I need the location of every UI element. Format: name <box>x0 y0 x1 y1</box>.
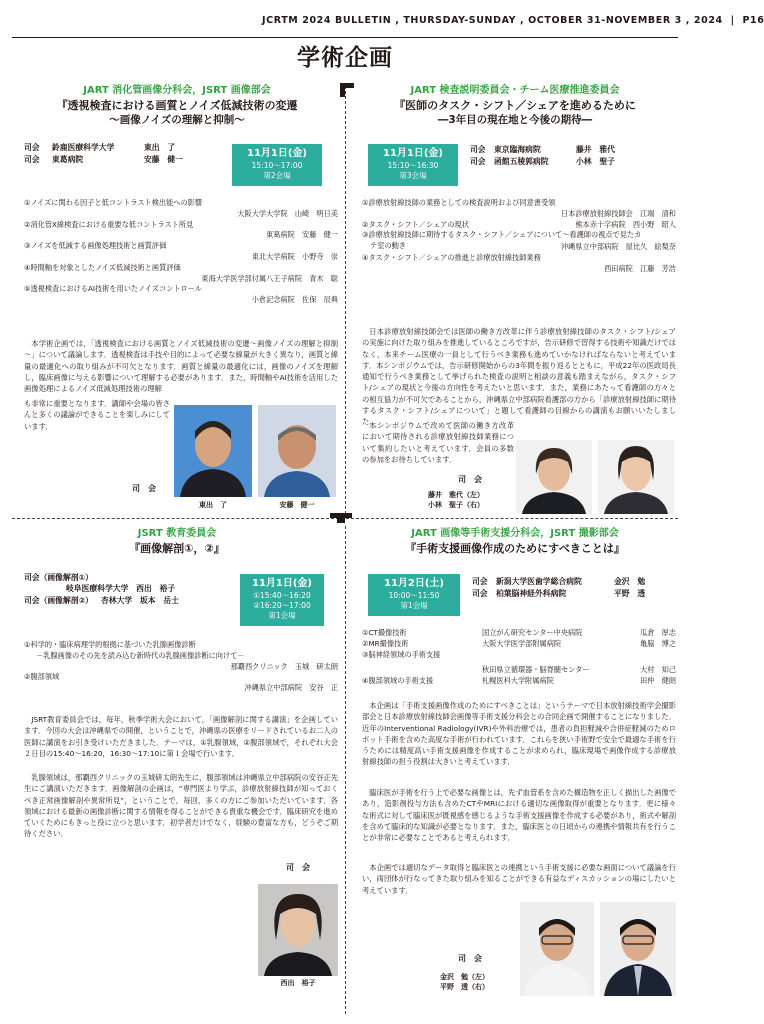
chair-label: 司 会 <box>458 475 482 484</box>
section-description: JSRT教育委員会では，毎年，秋季学術大会において，「画像解剖に関する講演」を企画しています．今回の大会は沖縄県での開催，ということで，沖縄県の医療をリードされているお二人の医師に講演をお引き受けいただきました．テーマは，①乳腺領域，②腹部領域で，それぞれ大会２日目の15:40～16:20，16:30～17:10に第１会場で行います． <box>24 715 338 758</box>
chair-photo-nishide <box>258 884 338 976</box>
section-organizer: JART 検査説明委員会・チーム医療推進委員会 <box>410 85 620 96</box>
page-title: 学術企画 <box>297 45 393 71</box>
chair-label: 司 会 <box>458 954 482 963</box>
chair-label: 司 会 <box>286 863 310 872</box>
header-separator: | <box>730 15 735 26</box>
bulletin-header <box>262 14 764 28</box>
photo-caption: 安藤 健一 <box>279 501 315 509</box>
photo-caption: 小林 聖子（右） <box>428 501 484 509</box>
photo-caption: 東出 了 <box>199 501 227 509</box>
program-list: ①科学的・臨床病理学的根拠に基づいた乳腺画像診断 －乳腺画像のその先を読み込む新時代の乳腺画像診断に向けて－ 那覇西クリニック 玉城 研太朗 ②腹部領域 沖縄県立中部病院 安谷 正 <box>24 640 338 693</box>
photo-caption: 金沢 勉（左） <box>440 973 489 981</box>
photo-caption: 藤井 雅代（左） <box>428 491 484 499</box>
page-number: P16 <box>742 15 764 26</box>
column-divider-top <box>345 86 346 514</box>
section-description-cont: 本企画では適切なデータ取得と臨床医との連携という手術支援に必要な画面について議論を行い，両団体が行なってきた取り組みを知ることができる有益なディスカッションの場にしたいと考えています． <box>362 863 676 895</box>
section-organizer: JSRT 教育委員会 <box>137 528 217 539</box>
section-description-cont: 本シンポジウムで改めて医師の働き方改革において期待される診療放射線技師業務について集約したいと考えています．会員の多数の参加をお待ちしています． <box>362 421 514 464</box>
session-datetime: 11月1日(金) ①15:40～16:20 ②16:20～17:00 第1会場 <box>240 574 324 626</box>
section-subtitle: ～画像ノイズの理解と抑制～ <box>109 114 245 127</box>
column-divider-bottom <box>345 526 346 1014</box>
section-description-cont: 臨床医が手術を行う上で必要な画像とは，先ず血管系を含めた構造物を正しく描出した画像であり，造影剤投与方法も含めたCTやMRIにおける適切な画像取得が重要となります．更に様々な術式に対して臨床医が既視感を感じるような手術支援画像を作成する必要があり，術式や解剖を含めて臨床的な知識が必要となります．また，臨床医との日頃からの連携や情報共有を行うことが非常に必要なことであると考えられます． <box>362 788 676 843</box>
section-title: 『手術支援画像作成のためにすべきことは』 <box>405 541 625 555</box>
section-description-cont: も非常に重要となります．講師や会場の皆さんと多くの議論ができることを楽しみにしています． <box>24 399 170 431</box>
chair-photo-fujii <box>516 440 592 514</box>
section-subtitle: ―3年目の現在地と今後の期待― <box>437 114 593 127</box>
chair-photo-higashide <box>174 405 252 497</box>
section-image-anatomy <box>14 527 340 556</box>
section-noise-reduction <box>14 84 340 129</box>
session-datetime: 11月1日(金) 15:10～17:00 第2会場 <box>232 144 322 186</box>
chair-list: 司会（画像解剖①） 岐阜医療科学大学 西出 裕子 司会（画像解剖②） 杏林大学 坂本 岳士 <box>24 573 179 606</box>
chair-label: 司 会 <box>132 484 156 493</box>
chair-list: 司会 鈴鹿医療科学大学 東出 了 司会 東葛病院 安藤 健一 <box>24 143 183 165</box>
session-datetime: 11月1日(金) 15:10～16:30 第3会場 <box>368 144 458 186</box>
program-list: ①診療放射線技師の業務としての検査説明および同意書受領 日本診療放射線技師会 江端 清和 ②タスク・シフト／シェアの現状 熊本赤十字病院 西小野 昭人 ③診療放射線技師に期待するタスク・シフト／シェアについて～看護師の視点で見たカテ室の動き 沖縄県立中部病院 屋比久 絵梨奈 ④タスク・シフト／シェアの推進と診療放射線技師業務 西田病院 江藤 芳浩 <box>362 198 676 273</box>
chair-photo-hirano <box>600 902 676 996</box>
bulletin-title: JCRTM 2024 BULLETIN , THURSDAY-SUNDAY , OCTOBER 31-NOVEMBER 3 , 2024 <box>262 15 723 26</box>
section-title: 『透視検査における画質とノイズ低減技術の変遷 <box>56 98 298 112</box>
section-description: 本学術企画では，「透視検査における画質とノイズ低減技術の変遷～画像ノイズの理解と抑制～」について議論します．透視検査は手技や目的によって必要な線量が大きく異なり，画質と線量の最適化への取り組みが不可欠となります．画質と線量の最適化には，画像のノイズを理解し，臨床画像に与える影響について理解する必要があります．また，時間軸やAI技術を活用した画像処理によるノイズ低減処理技術の理解 <box>24 339 338 394</box>
program-list: ①CT撮像技術 国立がん研究センター中央病院 瓜倉 厚志 ②MR撮像技術 大阪大学医学部附属病院 亀脇 博之 ③脳神経領域の手術支援 秋田県立循環器・脳脊髄センター 大村 知己 ④腹部領域の手術支援 札幌医科大学附属病院 田仲 健朗 <box>362 628 676 685</box>
photo-caption: 平野 透（右） <box>440 983 489 991</box>
top-rule <box>12 37 678 38</box>
section-description-cont: 乳腺領域は，那覇西クリニックの玉城研太朗先生に，腹部領域は沖縄県立中部病院の安谷正先生にご講演いただきます．画像解剖の企画は，“専門医より学ぶ，診療放射線技師が知っておくべき正常画像解剖や異常所見”，ということで，毎回，多くの方にご参加いただいています．各領域における最新の画像診断に関する情報を得ることができる貴重な機会です．臨床研究を進めていくためにもきっと役に立つと思います．初学者だけでなく，経験の豊富な方も，どうぞご期待ください． <box>24 773 338 839</box>
corner-mark <box>340 513 352 523</box>
section-organizer: JART 画像等手術支援分科会，JSRT 撮影部会 <box>411 528 619 539</box>
chair-photo-ando <box>258 405 336 497</box>
photo-caption: 西出 裕子 <box>280 979 316 987</box>
session-datetime: 11月2日(土) 10:00～11:50 第1会場 <box>368 574 460 616</box>
chair-photo-kanazawa <box>520 902 594 996</box>
section-organizer: JART 消化管画像分科会，JSRT 画像部会 <box>83 85 271 96</box>
section-title: 『医師のタスク・シフト／シェアを進めるために <box>394 98 636 112</box>
section-description: 本企画は「手術支援画像作成のためにすべきことは」というテーマで日本放射線技術学会撮影部会と日本診療放射線技師会画像等手術支援分科会との合同企画で開催することになりました．近年のInterventional Radiology(IVR)や外科治療では，患者の負担軽減や合併症軽減のためロボット手術を含めた高度な手術が行われています．これらを狭い手術野で安全で最適な手術を行うためには精度高い手術支援画像を作成することが求められ，臨床現場で画像作成する診療放射線技師の担う役割は大きいと考えています． <box>362 701 676 767</box>
section-surgical-support <box>352 527 678 556</box>
chair-photo-kobayashi <box>598 440 674 514</box>
chair-list: 司会 東京臨海病院 藤井 雅代 司会 函館五稜郭病院 小林 聖子 <box>470 145 615 167</box>
program-list: ①ノイズに関わる因子と低コントラスト検出能への影響 大阪大学大学院 山崎 明日美 ②消化管X線検査における重要な低コントラスト所見 東葛病院 安藤 健一 ③ノイズを低減する画像処理技術と画質評価 東北大学病院 小野寺 崇 ④時間軸を対象としたノイズ低減技術と画質評価 東海大学医学部付属八王子病院 青木 聡 ⑤透視検査におけるAI技術を用いたノイズコントロール 小倉記念病院 佐保 辰典 <box>24 198 338 305</box>
section-title: 『画像解剖①，②』 <box>129 541 225 555</box>
chair-list: 司会 新潟大学医歯学総合病院 金沢 勉 司会 柏葉脳神経外科病院 平野 透 <box>472 577 646 599</box>
section-task-shift <box>352 84 678 129</box>
section-description: 日本診療放射線技師会では医師の働き方改革に伴う診療放射線技師のタスク・シフト/シェアの実施に向けた取り組みを推進しているところですが，告示研修で習得する技術や知識だけではなく，本来チーム医療の一員として行うべき業務も進めていかなければならないと考えています．本シンポジウムでは，告示研修開始からの3年間を振り返るとともに，平成22年の医政局長通知で行うべき業務として挙げられた検査の説明と相談の意義も踏まえながら，タスク・シフト/シェアの現状と今後の方向性を考えたいと思います．また，業務にあたって看護師の方々との相互協力が不可欠であることから，沖縄県立中部病院看護部の方から「診療放射線技師に期待するタスク・シフト/シェアについて」と題して看護師の目線からの講演もお願いいたしました． <box>362 327 676 427</box>
